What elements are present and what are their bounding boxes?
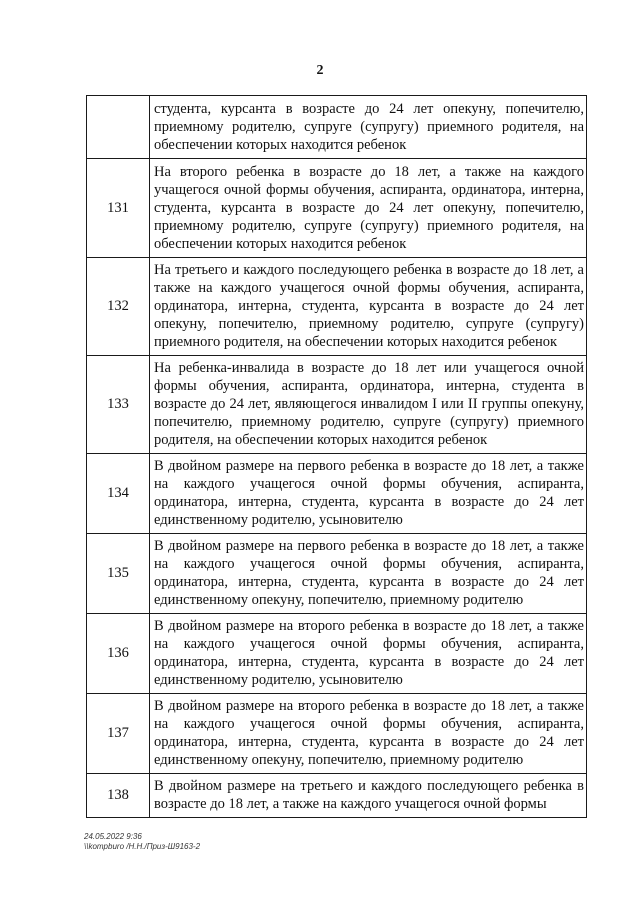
row-number: 133	[87, 356, 150, 454]
row-text: В двойном размере на первого ребенка в возрасте до 18 лет, а также на каждого учащегося очной формы обучения, аспиранта, ординатора, интерна, студента, курсанта в возрасте до 24 лет единственному опекуну, попечителю, приемному родителю	[150, 534, 587, 614]
table-row	[87, 694, 587, 774]
table-row	[87, 534, 587, 614]
table-row	[87, 258, 587, 356]
row-number: 137	[87, 694, 150, 774]
document-footer	[84, 832, 200, 852]
row-text: На третьего и каждого последующего ребенка в возрасте до 18 лет, а также на каждого учащегося очной формы обучения, аспиранта, ординатора, интерна, студента, курсанта в возрасте до 24 лет опекуну, попечителю, приемному родителю, супруге (супругу) приемного родителя, на обеспечении которых находится ребенок	[150, 258, 587, 356]
row-number: 135	[87, 534, 150, 614]
row-text: В двойном размере на первого ребенка в возрасте до 18 лет, а также на каждого учащегося очной формы обучения, аспиранта, ординатора, интерна, студента, курсанта в возрасте до 24 лет единственному родителю, усыновителю	[150, 454, 587, 534]
table-row	[87, 356, 587, 454]
table-row	[87, 96, 587, 159]
table-row	[87, 614, 587, 694]
deduction-table	[86, 95, 587, 818]
row-text: В двойном размере на второго ребенка в возрасте до 18 лет, а также на каждого учащегося очной формы обучения, аспиранта, ординатора, интерна, студента, курсанта в возрасте до 24 лет единственному опекуну, попечителю, приемному родителю	[150, 694, 587, 774]
row-number: 136	[87, 614, 150, 694]
row-number: 131	[87, 159, 150, 258]
row-text: студента, курсанта в возрасте до 24 лет опекуну, попечителю, приемному родителю, супруге (супругу) приемного родителя, на обеспечении которых находится ребенок	[150, 96, 587, 159]
row-number	[87, 96, 150, 159]
row-text: В двойном размере на второго ребенка в возрасте до 18 лет, а также на каждого учащегося очной формы обучения, аспиранта, ординатора, интерна, студента, курсанта в возрасте до 24 лет единственному родителю, усыновителю	[150, 614, 587, 694]
print-timestamp: 24.05.2022 9:36	[84, 832, 142, 841]
table-row	[87, 159, 587, 258]
table-row	[87, 454, 587, 534]
page-number: 2	[316, 63, 324, 78]
row-number: 134	[87, 454, 150, 534]
row-text: В двойном размере на третьего и каждого последующего ребенка в возрасте до 18 лет, а также на каждого учащегося очной формы	[150, 774, 587, 818]
row-number: 138	[87, 774, 150, 818]
row-text: На второго ребенка в возрасте до 18 лет, а также на каждого учащегося очной формы обучения, аспиранта, ординатора, интерна, студента, курсанта в возрасте до 24 лет опекуну, попечителю, приемному родителю, супруге (супругу) приемного родителя, на обеспечении которых находится ребенок	[150, 159, 587, 258]
file-path: \\kompburo /Н.Н./Приз-Ш9163-2	[84, 842, 201, 851]
row-text: На ребенка-инвалида в возрасте до 18 лет или учащегося очной формы обучения, аспиранта, ординатора, интерна, студента в возрасте до 24 лет, являющегося инвалидом I или II группы опекуну, попечителю, приемному родителю, супруге (супругу) приемного родителя, на обеспечении которых находится ребенок	[150, 356, 587, 454]
row-number: 132	[87, 258, 150, 356]
table-row	[87, 774, 587, 818]
